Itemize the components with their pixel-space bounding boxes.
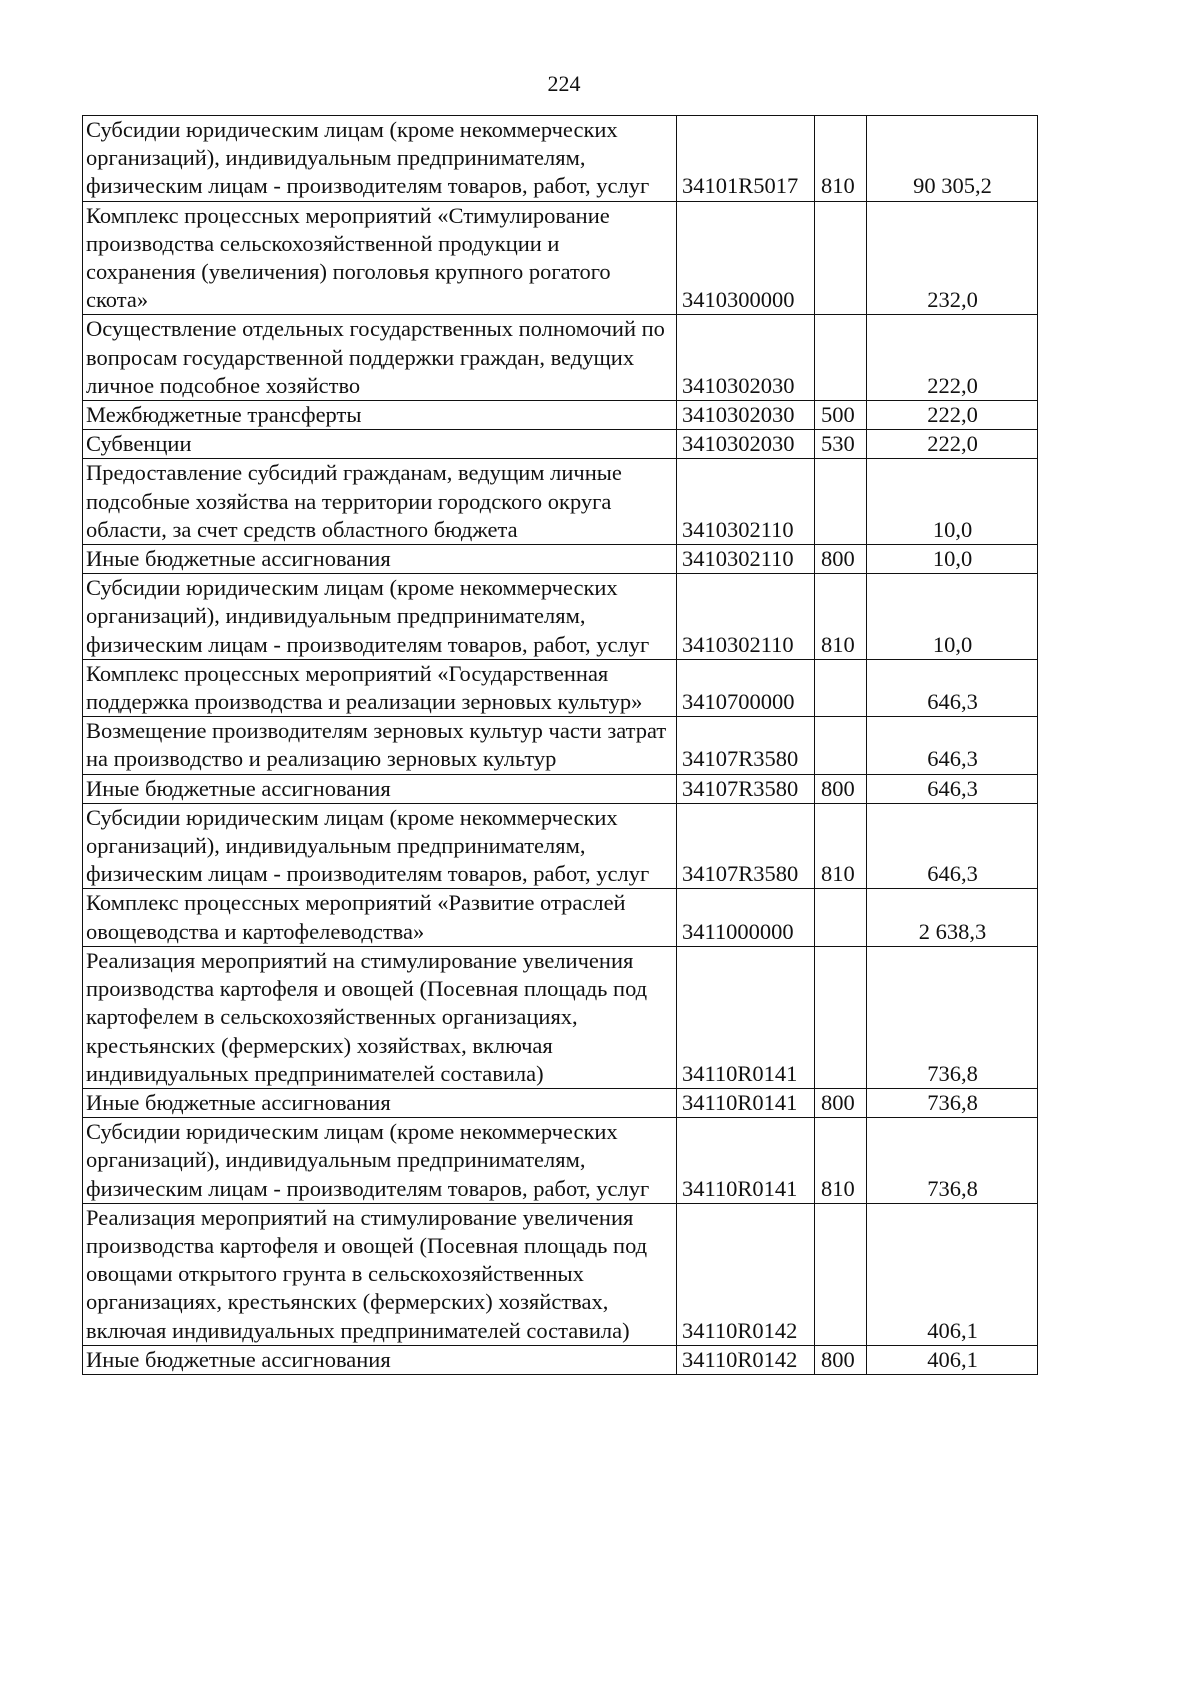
row-name: Иные бюджетные ассигнования: [83, 774, 677, 803]
row-expense-type: [815, 889, 867, 946]
row-expense-type: 800: [815, 1088, 867, 1117]
table-row: [83, 459, 1038, 545]
row-sum: 10,0: [867, 545, 1038, 574]
row-code: 3411000000: [677, 889, 815, 946]
row-name: Иные бюджетные ассигнования: [83, 545, 677, 574]
row-code: 34101R5017: [677, 116, 815, 202]
table-row: [83, 1088, 1038, 1117]
row-sum: 222,0: [867, 430, 1038, 459]
row-name: Возмещение производителям зерновых культур части затрат на производство и реализацию зерновых культур: [83, 717, 677, 774]
row-expense-type: [815, 201, 867, 315]
row-code: 3410302030: [677, 430, 815, 459]
row-sum: 646,3: [867, 717, 1038, 774]
row-expense-type: [815, 315, 867, 401]
row-code: 34110R0141: [677, 1088, 815, 1117]
row-sum: 10,0: [867, 459, 1038, 545]
row-sum: 232,0: [867, 201, 1038, 315]
row-sum: 10,0: [867, 574, 1038, 660]
row-expense-type: 800: [815, 774, 867, 803]
row-expense-type: [815, 459, 867, 545]
row-sum: 222,0: [867, 315, 1038, 401]
row-expense-type: 500: [815, 401, 867, 430]
row-name: Иные бюджетные ассигнования: [83, 1345, 677, 1374]
row-expense-type: 530: [815, 430, 867, 459]
row-sum: 406,1: [867, 1203, 1038, 1345]
table-row: [83, 889, 1038, 946]
row-code: 34110R0142: [677, 1203, 815, 1345]
budget-table: [82, 115, 1038, 1375]
row-name: Межбюджетные трансферты: [83, 401, 677, 430]
table-row: [83, 574, 1038, 660]
row-code: 34110R0141: [677, 1118, 815, 1204]
row-code: 3410302030: [677, 401, 815, 430]
table-row: [83, 116, 1038, 202]
table-row: [83, 1118, 1038, 1204]
row-sum: 646,3: [867, 803, 1038, 889]
row-name: Осуществление отдельных государственных полномочий по вопросам государственной поддержки граждан, ведущих личное подсобное хозяйство: [83, 315, 677, 401]
row-sum: 2 638,3: [867, 889, 1038, 946]
row-code: 34107R3580: [677, 803, 815, 889]
row-code: 34110R0142: [677, 1345, 815, 1374]
row-name: Комплекс процессных мероприятий «Государственная поддержка производства и реализации зерновых культур»: [83, 659, 677, 716]
table-row: [83, 1345, 1038, 1374]
row-name: Реализация мероприятий на стимулирование увеличения производства картофеля и овощей (Посевная площадь под картофелем в сельскохозяйственных организациях, крестьянских (фермерских) хозяйствах, включая индивидуальных предпринимателей составила): [83, 946, 677, 1088]
table-row: [83, 545, 1038, 574]
row-expense-type: [815, 659, 867, 716]
row-expense-type: 800: [815, 545, 867, 574]
row-expense-type: 800: [815, 1345, 867, 1374]
row-code: 3410302110: [677, 459, 815, 545]
row-sum: 222,0: [867, 401, 1038, 430]
table-row: [83, 1203, 1038, 1345]
row-code: 3410300000: [677, 201, 815, 315]
row-code: 3410700000: [677, 659, 815, 716]
row-expense-type: [815, 946, 867, 1088]
page-number: 224: [547, 71, 581, 96]
table-row: [83, 315, 1038, 401]
row-code: 34107R3580: [677, 774, 815, 803]
table-row: [83, 774, 1038, 803]
row-code: 3410302110: [677, 545, 815, 574]
row-sum: 736,8: [867, 1088, 1038, 1117]
row-name: Субсидии юридическим лицам (кроме некоммерческих организаций), индивидуальным предпринимателям, физическим лицам - производителям товаров, работ, услуг: [83, 1118, 677, 1204]
row-sum: 406,1: [867, 1345, 1038, 1374]
row-name: Комплекс процессных мероприятий «Развитие отраслей овощеводства и картофелеводства»: [83, 889, 677, 946]
table-row: [83, 803, 1038, 889]
table-row: [83, 717, 1038, 774]
table-row: [83, 659, 1038, 716]
row-name: Субсидии юридическим лицам (кроме некоммерческих организаций), индивидуальным предпринимателям, физическим лицам - производителям товаров, работ, услуг: [83, 803, 677, 889]
row-name: Субвенции: [83, 430, 677, 459]
table-row: [83, 401, 1038, 430]
row-name: Комплекс процессных мероприятий «Стимулирование производства сельскохозяйственной продукции и сохранения (увеличения) поголовья крупного рогатого скота»: [83, 201, 677, 315]
row-sum: 646,3: [867, 659, 1038, 716]
row-code: 3410302030: [677, 315, 815, 401]
table-row: [83, 946, 1038, 1088]
row-sum: 736,8: [867, 946, 1038, 1088]
row-expense-type: [815, 717, 867, 774]
row-expense-type: 810: [815, 574, 867, 660]
row-expense-type: 810: [815, 803, 867, 889]
row-name: Субсидии юридическим лицам (кроме некоммерческих организаций), индивидуальным предпринимателям, физическим лицам - производителям товаров, работ, услуг: [83, 574, 677, 660]
row-expense-type: [815, 1203, 867, 1345]
table-row: [83, 201, 1038, 315]
row-code: 34107R3580: [677, 717, 815, 774]
row-name: Иные бюджетные ассигнования: [83, 1088, 677, 1117]
row-sum: 646,3: [867, 774, 1038, 803]
row-expense-type: 810: [815, 116, 867, 202]
row-code: 3410302110: [677, 574, 815, 660]
row-name: Предоставление субсидий гражданам, ведущим личные подсобные хозяйства на территории городского округа области, за счет средств областного бюджета: [83, 459, 677, 545]
row-expense-type: 810: [815, 1118, 867, 1204]
row-sum: 736,8: [867, 1118, 1038, 1204]
table-row: [83, 430, 1038, 459]
row-name: Реализация мероприятий на стимулирование увеличения производства картофеля и овощей (Посевная площадь под овощами открытого грунта в сельскохозяйственных организациях, крестьянских (фермерских) хозяйствах, включая индивидуальных предпринимателей составила): [83, 1203, 677, 1345]
row-sum: 90 305,2: [867, 116, 1038, 202]
row-name: Субсидии юридическим лицам (кроме некоммерческих организаций), индивидуальным предпринимателям, физическим лицам - производителям товаров, работ, услуг: [83, 116, 677, 202]
row-code: 34110R0141: [677, 946, 815, 1088]
